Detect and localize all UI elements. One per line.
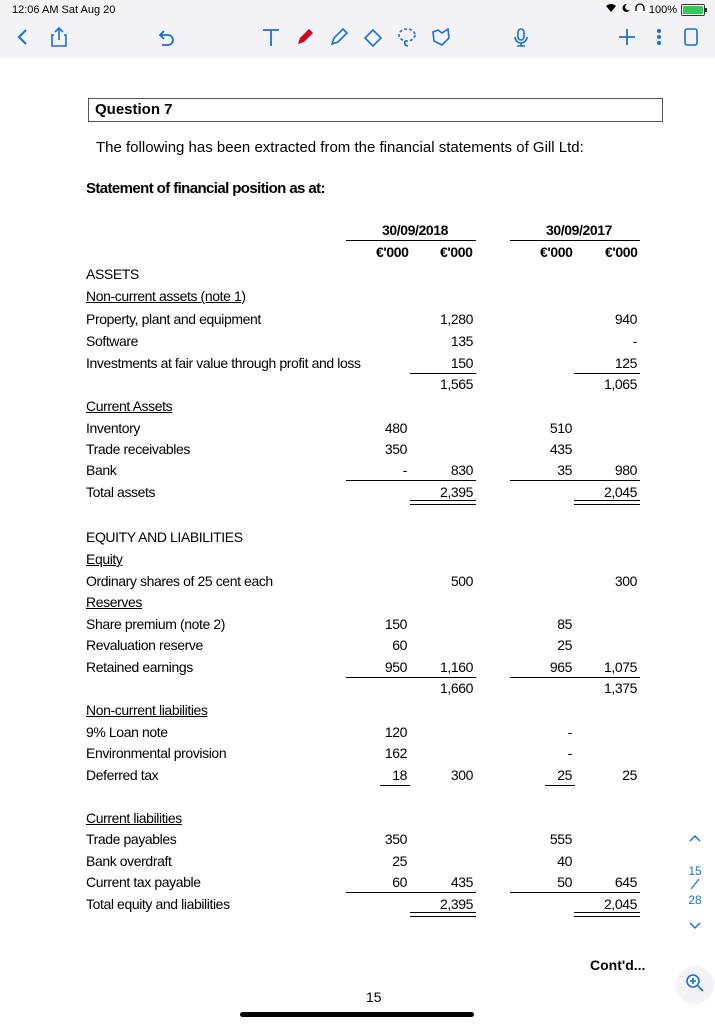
question-box xyxy=(88,98,663,122)
label-retained: Retained earnings xyxy=(86,659,193,675)
battery-icon xyxy=(681,4,705,16)
label-trade-rec: Trade receivables xyxy=(86,441,190,457)
label-reval: Revaluation reserve xyxy=(86,637,203,653)
value: 940 xyxy=(614,311,637,327)
value: 2,045 xyxy=(603,896,637,912)
value: 435 xyxy=(549,441,572,457)
prev-page-button[interactable] xyxy=(683,832,707,846)
chevron-up-icon xyxy=(689,832,701,846)
label-ord-shares: Ordinary shares of 25 cent each xyxy=(86,573,273,589)
header-unit-2017a: €'000 xyxy=(540,244,573,260)
pencil-tool-button[interactable] xyxy=(326,26,352,52)
value: 1,565 xyxy=(439,376,473,392)
label-bank: Bank xyxy=(86,462,117,478)
header-rule-2017 xyxy=(510,240,640,241)
value: 480 xyxy=(384,420,407,436)
status-bar xyxy=(0,0,715,20)
label-trade-pay: Trade payables xyxy=(86,831,177,847)
question-title: Question 7 xyxy=(95,101,173,118)
label-ca: Current Assets xyxy=(86,398,173,414)
label-equity: Equity xyxy=(86,551,123,567)
value: 50 xyxy=(557,874,572,890)
next-page-button[interactable] xyxy=(683,920,707,934)
value: 500 xyxy=(450,573,473,589)
header-date-2017: 30/09/2017 xyxy=(546,222,613,238)
value: - xyxy=(567,745,572,761)
lasso-icon xyxy=(396,26,418,53)
label-deftax: Deferred tax xyxy=(86,767,159,783)
more-icon xyxy=(648,26,670,53)
headphones-icon xyxy=(635,3,645,16)
chevron-down-icon xyxy=(689,920,701,934)
status-right xyxy=(605,3,705,16)
rule xyxy=(410,373,476,374)
label-env: Environmental provision xyxy=(86,745,227,761)
moon-icon xyxy=(621,3,631,16)
rule xyxy=(510,677,640,678)
rule xyxy=(510,892,640,893)
page-indicator-current: 15 xyxy=(688,864,702,878)
microphone-button[interactable] xyxy=(508,26,534,52)
eraser-icon xyxy=(362,26,384,53)
value: 40 xyxy=(557,853,572,869)
rule xyxy=(380,785,410,786)
rule xyxy=(574,373,640,374)
label-ncl: Non-current liabilities xyxy=(86,702,208,718)
value: 300 xyxy=(450,767,473,783)
text-tool-button[interactable] xyxy=(258,26,284,52)
share-button[interactable] xyxy=(46,26,72,52)
status-time: 12:06 AM Sat Aug 20 xyxy=(12,4,116,16)
value: 2,395 xyxy=(439,484,473,500)
rule xyxy=(510,480,640,481)
label-nca: Non-current assets (note 1) xyxy=(86,288,246,304)
label-reserves: Reserves xyxy=(86,594,142,610)
rule xyxy=(545,785,575,786)
intro-text: The following has been extracted from the financial statements of Gill Ltd: xyxy=(96,139,584,156)
header-unit-2017b: €'000 xyxy=(605,244,638,260)
value: 510 xyxy=(549,420,572,436)
value: 2,395 xyxy=(439,896,473,912)
shapes-tool-button[interactable] xyxy=(428,26,454,52)
value: 25 xyxy=(622,767,637,783)
value: 950 xyxy=(384,659,407,675)
label-eq-liab: EQUITY AND LIABILITIES xyxy=(86,529,243,545)
value: 1,160 xyxy=(439,659,473,675)
value: 85 xyxy=(557,616,572,632)
eraser-tool-button[interactable] xyxy=(360,26,386,52)
value: 135 xyxy=(450,333,473,349)
label-inventory: Inventory xyxy=(86,420,140,436)
back-button[interactable] xyxy=(10,26,36,52)
double-rule xyxy=(410,912,476,917)
share-icon xyxy=(48,26,70,53)
value: 162 xyxy=(384,745,407,761)
value: 300 xyxy=(614,573,637,589)
sfp-title: Statement of financial position as at: xyxy=(86,180,325,197)
more-button[interactable] xyxy=(646,26,672,52)
annotation-toolbar xyxy=(0,20,715,58)
header-unit-2018a: €'000 xyxy=(376,244,409,260)
value: 60 xyxy=(392,874,407,890)
value: 25 xyxy=(392,853,407,869)
rule xyxy=(346,480,476,481)
battery-percent: 100% xyxy=(648,3,677,16)
value: 2,045 xyxy=(603,484,637,500)
rule xyxy=(346,677,476,678)
value: 18 xyxy=(392,767,407,783)
chevron-left-icon xyxy=(12,26,34,53)
value: 965 xyxy=(549,659,572,675)
shapes-icon xyxy=(430,26,452,53)
pages-button[interactable] xyxy=(678,26,704,52)
value: 435 xyxy=(450,874,473,890)
double-rule xyxy=(574,500,640,505)
value: 830 xyxy=(450,462,473,478)
value: 1,660 xyxy=(439,680,473,696)
value: - xyxy=(567,724,572,740)
value: 350 xyxy=(384,441,407,457)
label-total-assets: Total assets xyxy=(86,484,156,500)
value: 120 xyxy=(384,724,407,740)
undo-button[interactable] xyxy=(152,26,178,52)
value: 25 xyxy=(557,637,572,653)
label-share-prem: Share premium (note 2) xyxy=(86,616,226,632)
label-overdraft: Bank overdraft xyxy=(86,853,172,869)
header-date-2018: 30/09/2018 xyxy=(382,222,449,238)
rule xyxy=(346,892,476,893)
value: 60 xyxy=(392,637,407,653)
double-rule xyxy=(410,500,476,505)
value: 1,375 xyxy=(603,680,637,696)
value: - xyxy=(632,333,637,349)
page-number: 15 xyxy=(366,989,382,1005)
wifi-icon xyxy=(605,3,617,16)
label-loan: 9% Loan note xyxy=(86,724,168,740)
header-rule-2018 xyxy=(346,240,476,241)
label-software: Software xyxy=(86,333,139,349)
pages-icon xyxy=(680,26,702,53)
double-rule xyxy=(574,912,640,917)
add-button[interactable] xyxy=(614,26,640,52)
value: 125 xyxy=(614,355,637,371)
page-indicator-total: 28 xyxy=(688,893,702,907)
lasso-tool-button[interactable] xyxy=(394,26,420,52)
plus-icon xyxy=(616,26,638,53)
zoom-button[interactable] xyxy=(676,966,714,1004)
value: 150 xyxy=(450,355,473,371)
value: 1,065 xyxy=(603,376,637,392)
contd-text: Cont'd... xyxy=(590,957,646,973)
value: 350 xyxy=(384,831,407,847)
value: 35 xyxy=(557,462,572,478)
value: 25 xyxy=(557,767,572,783)
page-indicator-slash xyxy=(683,878,707,893)
value: 150 xyxy=(384,616,407,632)
label-cl: Current liabilities xyxy=(86,810,182,826)
microphone-icon xyxy=(510,26,532,53)
value: 555 xyxy=(549,831,572,847)
text-tool-icon xyxy=(260,26,282,53)
undo-icon xyxy=(154,26,176,53)
label-assets: ASSETS xyxy=(86,266,139,282)
value: 1,280 xyxy=(439,311,473,327)
pen-tool-button[interactable] xyxy=(292,26,318,52)
label-inv-fv: Investments at fair value through profit and loss xyxy=(86,355,361,371)
label-total-eq-liab: Total equity and liabilities xyxy=(86,896,230,912)
value: - xyxy=(402,462,407,478)
header-unit-2018b: €'000 xyxy=(440,244,473,260)
zoom-in-icon xyxy=(684,972,706,999)
label-ppe: Property, plant and equipment xyxy=(86,311,261,327)
value: 645 xyxy=(614,874,637,890)
label-tax-pay: Current tax payable xyxy=(86,874,201,890)
pencil-icon xyxy=(328,26,350,53)
value: 1,075 xyxy=(603,659,637,675)
value: 980 xyxy=(614,462,637,478)
pen-icon xyxy=(294,26,316,53)
home-indicator[interactable] xyxy=(240,1012,474,1017)
